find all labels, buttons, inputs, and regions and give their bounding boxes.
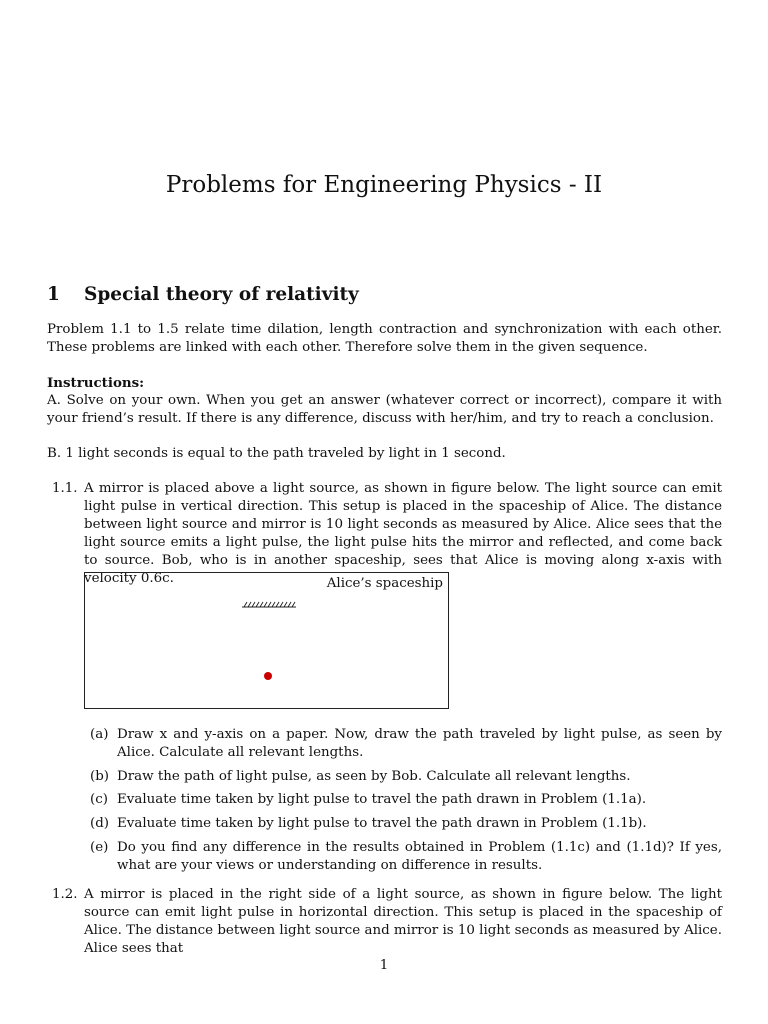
mirror-icon	[241, 601, 297, 609]
instruction-a: A. Solve on your own. When you get an answer (whatever correct or incorrect), compare it with your friend’s result. If there is any difference, discuss with her/him, and try to reach a conclusion.	[47, 393, 722, 426]
section-title: Special theory of relativity	[84, 284, 359, 305]
problem-text: A mirror is placed in the right side of a light source, as shown in figure below. The light source can emit light pulse in horizontal direction. This setup is placed in the spaceship of Alice. The distance between light source and mirror is 10 light seconds as measured by Alice. Alice sees that	[84, 887, 722, 956]
page-number: 1	[379, 958, 389, 973]
section-number: 1	[47, 284, 60, 305]
subitem-label: (b)	[90, 769, 110, 784]
subitem-text: Evaluate time taken by light pulse to travel the path drawn in Problem (1.1a).	[117, 792, 647, 807]
instruction-b: B. 1 light seconds is equal to the path traveled by light in 1 second.	[47, 446, 506, 461]
subitem-label: (a)	[90, 727, 109, 742]
section-heading	[47, 284, 359, 305]
subitem-label: (c)	[90, 792, 108, 807]
problem-number: 1.1.	[52, 481, 78, 496]
subitem-label: (d)	[90, 816, 110, 831]
light-source-icon	[264, 672, 272, 680]
figure-label: Alice’s spaceship	[326, 576, 443, 591]
subitem-text: Evaluate time taken by light pulse to travel the path drawn in Problem (1.1b).	[117, 816, 647, 831]
problem-number: 1.2.	[52, 887, 78, 902]
subitem-text: Draw x and y-axis on a paper. Now, draw the path traveled by light pulse, as seen by Alice. Calculate all relevant lengths.	[117, 727, 722, 760]
alice-spaceship-figure	[84, 572, 449, 709]
page-title: Problems for Engineering Physics - II	[165, 172, 603, 198]
subitem-text: Draw the path of light pulse, as seen by Bob. Calculate all relevant lengths.	[117, 769, 631, 784]
instructions-block	[47, 374, 722, 428]
intro-paragraph: Problem 1.1 to 1.5 relate time dilation, length contraction and synchronization with each other. These problems are linked with each other. Therefore solve them in the given sequence.	[47, 322, 722, 355]
problem-text: A mirror is placed above a light source, as shown in figure below. The light source can emit light pulse in vertical direction. This setup is placed in the spaceship of Alice. The distance between light source and mirror is 10 light seconds as measured by Alice. Alice sees that the light source emits a light pulse, the light pulse hits the mirror and reflected, and come back to source. Bob, who is in another spaceship, sees that Alice is moving along x-axis with velocity 0.6c.	[84, 481, 722, 586]
subitem-label: (e)	[90, 840, 109, 855]
subitem-text: Do you find any difference in the results obtained in Problem (1.1c) and (1.1d)? If yes, what are your views or understanding on difference in results.	[117, 840, 722, 873]
instructions-label: Instructions:	[47, 375, 145, 391]
